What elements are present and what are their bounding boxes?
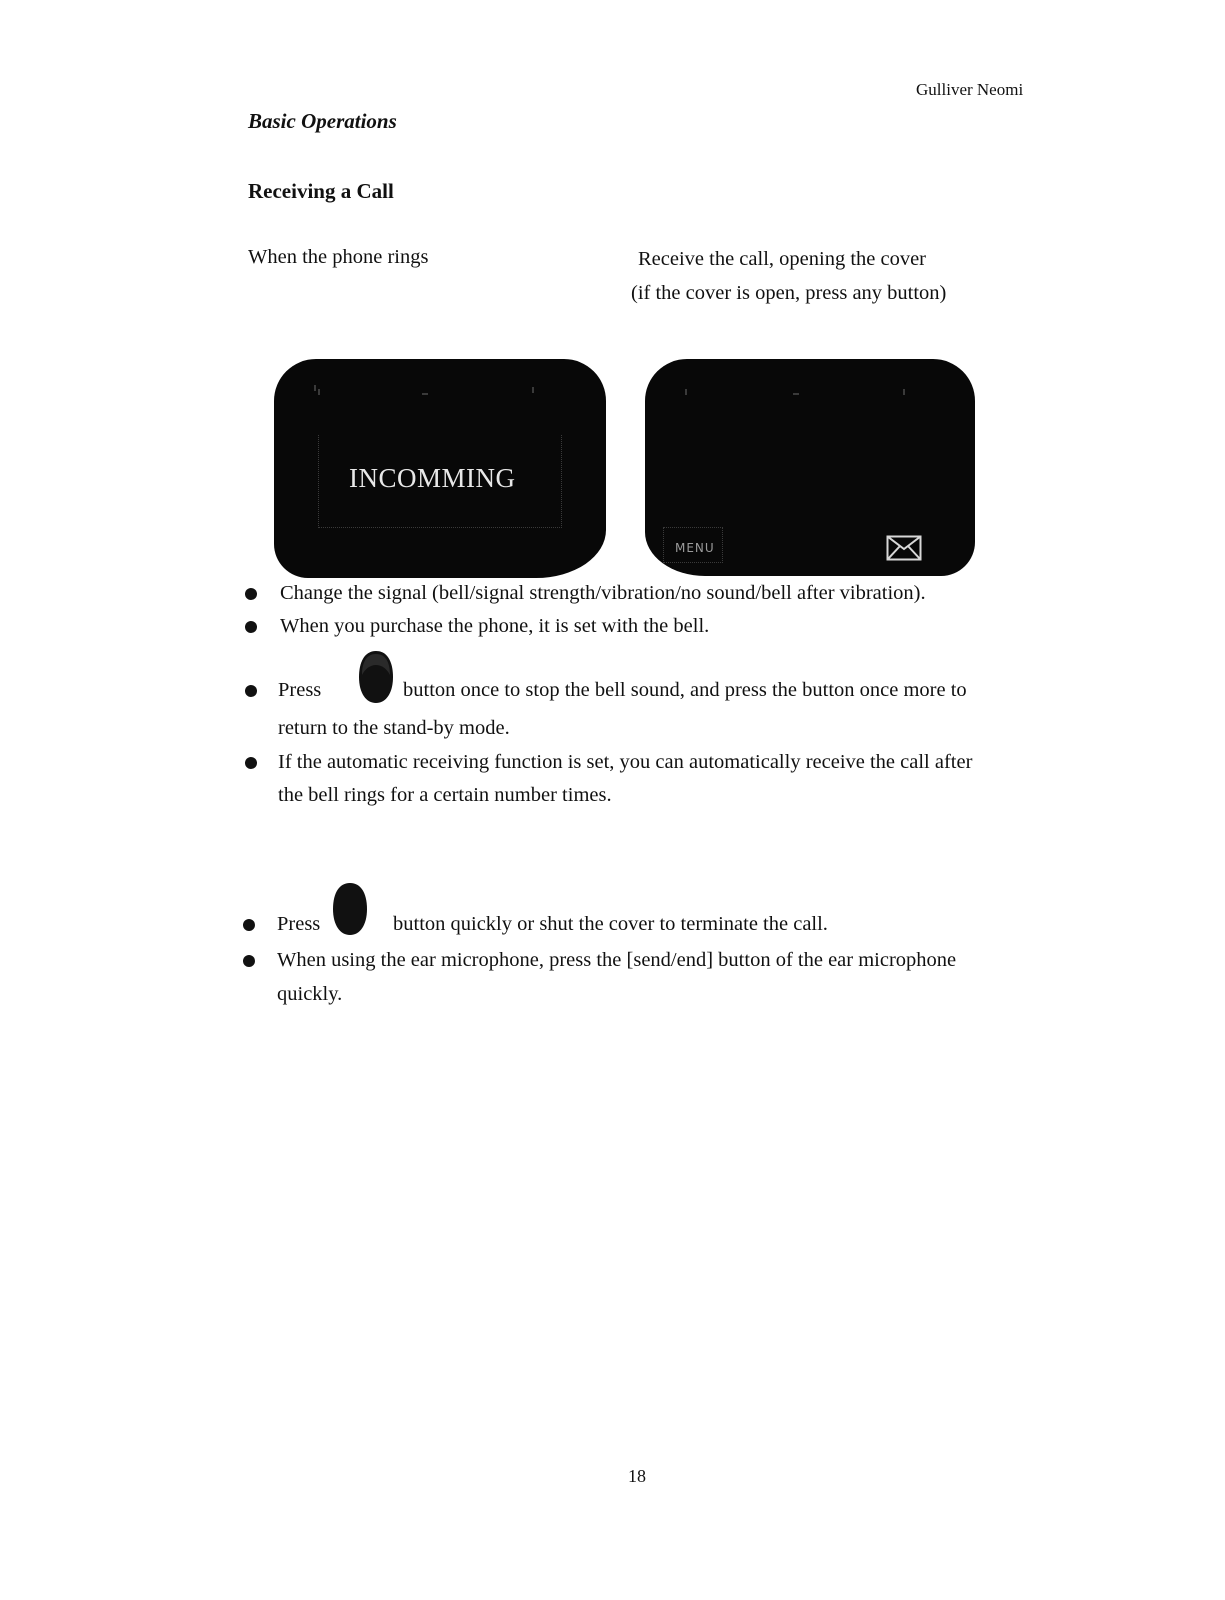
bullet-text: button once to stop the bell sound, and press the button once more to — [403, 679, 967, 701]
bullet-text: button quickly or shut the cover to terminate the call. — [393, 913, 828, 935]
right-caption-line2: (if the cover is open, press any button) — [631, 282, 947, 304]
status-tick — [685, 389, 687, 395]
bullet-icon — [243, 919, 255, 931]
bullet-text: If the automatic receiving function is set, you can automatically receive the call after — [278, 751, 973, 773]
bullet-text-cont: the bell rings for a certain number times. — [278, 784, 612, 806]
section-title: Basic Operations — [248, 109, 397, 133]
page-number: 18 — [628, 1466, 646, 1486]
bullet-text: When using the ear microphone, press the [send/end] button of the ear microphone — [277, 949, 957, 971]
bullet-icon — [245, 621, 257, 633]
menu-softkey[interactable]: MENU — [675, 541, 715, 555]
bullet-icon — [245, 685, 257, 697]
bullet-icon — [245, 588, 257, 600]
header-author: Gulliver Neomi — [916, 80, 1024, 99]
page-heading: Receiving a Call — [248, 179, 394, 203]
envelope-icon[interactable] — [886, 535, 922, 561]
bullet-text: Press — [278, 679, 322, 701]
incoming-label: INCOMMING — [349, 463, 516, 493]
status-tick — [314, 385, 316, 391]
status-tick — [793, 393, 799, 395]
end-button-icon — [331, 881, 369, 937]
left-caption: When the phone rings — [248, 246, 429, 268]
bullet-text-cont: quickly. — [277, 983, 343, 1005]
bullet-icon — [245, 757, 257, 769]
right-caption-line1: Receive the call, opening the cover — [638, 248, 927, 270]
incoming-call-screen — [274, 359, 606, 578]
bullet-text: Press — [277, 913, 321, 935]
bullet-text: Change the signal (bell/signal strength/vibration/no sound/bell after vibration). — [280, 582, 926, 604]
bullet-text: When you purchase the phone, it is set with the bell. — [280, 615, 710, 637]
standby-screen — [645, 359, 975, 576]
status-tick — [318, 389, 320, 395]
status-tick — [422, 393, 428, 395]
status-tick — [903, 389, 905, 395]
bullet-text-cont: return to the stand-by mode. — [278, 717, 510, 739]
bullet-icon — [243, 955, 255, 967]
end-button-icon — [357, 649, 395, 705]
status-tick — [532, 387, 534, 393]
